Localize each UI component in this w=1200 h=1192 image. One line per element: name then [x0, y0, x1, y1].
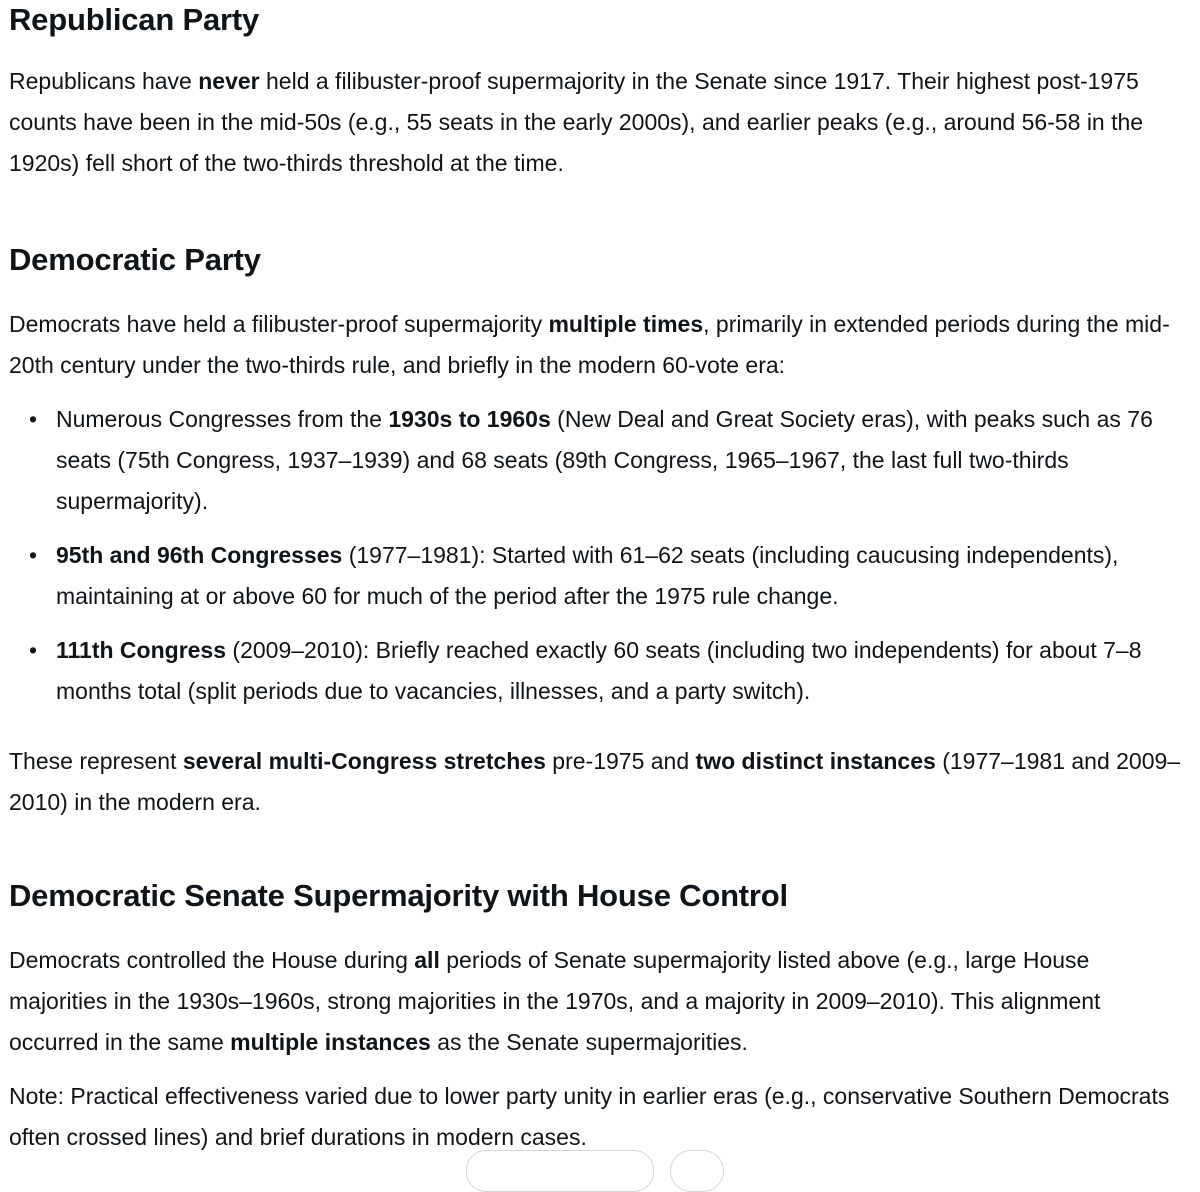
democratic-party-heading: Democratic Party: [9, 242, 261, 277]
democratic-summary-paragraph: [9, 741, 1185, 823]
text-run: pre-1975 and: [545, 748, 696, 774]
democratic-party-intro: [9, 304, 1185, 386]
text-run: (New Deal and Great Society eras), with peaks such as 76 seats (75th Congress, 1937–1939) and 68 seats (89th Congress, 1965–1967, the last full two-thirds supermajority).: [56, 406, 1153, 514]
republican-party-heading: Republican Party: [9, 2, 260, 37]
bold-text: all: [414, 947, 440, 973]
bold-text: 95th and 96th Congresses: [56, 542, 343, 568]
bold-text: several multi-Congress stretches: [182, 748, 546, 774]
text-run: These represent: [9, 748, 183, 774]
round-action-button[interactable]: [670, 1150, 724, 1192]
article-content: [9, 0, 1185, 1158]
house-control-heading: Democratic Senate Supermajority with House Control: [9, 878, 788, 913]
text-run: as the Senate supermajorities.: [430, 1029, 748, 1055]
list-item: [29, 630, 1185, 712]
note-paragraph: Note: Practical effectiveness varied due to lower party unity in earlier eras (e.g., conservative Southern Democrats often crossed lines) and brief durations in modern cases.: [9, 1083, 1170, 1150]
text-run: periods of Senate supermajority listed above (e.g., large House majorities in the 1930s–1960s, strong majorities in the 1970s, and a majority in 2009–2010). This alignment occurred in the same: [9, 947, 1101, 1055]
house-control-paragraph: [9, 940, 1185, 1063]
bold-text: never: [198, 68, 260, 94]
bold-text: 111th Congress: [56, 637, 227, 663]
text-run: Democrats have held a filibuster-proof supermajority: [9, 311, 549, 337]
bold-text: multiple instances: [230, 1029, 431, 1055]
text-run: held a filibuster-proof supermajority in the Senate since 1917. Their highest post-1975 counts have been in the mid-50s (e.g., 55 seats in the early 2000s), and earlier peaks (e.g., around 56-58 in the 1920s) fell short of the two-thirds threshold at the time.: [9, 68, 1144, 176]
text-run: Democrats controlled the House during: [9, 947, 415, 973]
bullet-icon: •: [29, 542, 38, 568]
text-run: Republicans have: [9, 68, 199, 94]
text-run: , primarily in extended periods during the mid-20th century under the two-thirds rule, and briefly in the modern 60-vote era:: [9, 311, 1170, 378]
democratic-supermajority-list: [9, 399, 1185, 712]
bold-text: two distinct instances: [695, 748, 936, 774]
text-run: Numerous Congresses from the: [56, 406, 389, 432]
bold-text: multiple times: [548, 311, 704, 337]
list-item: [29, 535, 1185, 617]
text-run: (2009–2010): Briefly reached exactly 60 seats (including two independents) for about 7–8 months total (split periods due to vacancies, illnesses, and a party switch).: [56, 637, 1142, 704]
bold-text: 1930s to 1960s: [388, 406, 551, 432]
text-run: (1977–1981 and 2009–2010) in the modern era.: [9, 748, 1181, 815]
list-item: [29, 399, 1185, 522]
scroll-action-button[interactable]: [466, 1150, 654, 1192]
bullet-icon: •: [29, 637, 38, 663]
bullet-icon: •: [29, 406, 38, 432]
text-run: (1977–1981): Started with 61–62 seats (including caucusing independents), maintaining at or above 60 for much of the period after the 1975 rule change.: [56, 542, 1119, 609]
republican-party-paragraph: [9, 61, 1185, 184]
